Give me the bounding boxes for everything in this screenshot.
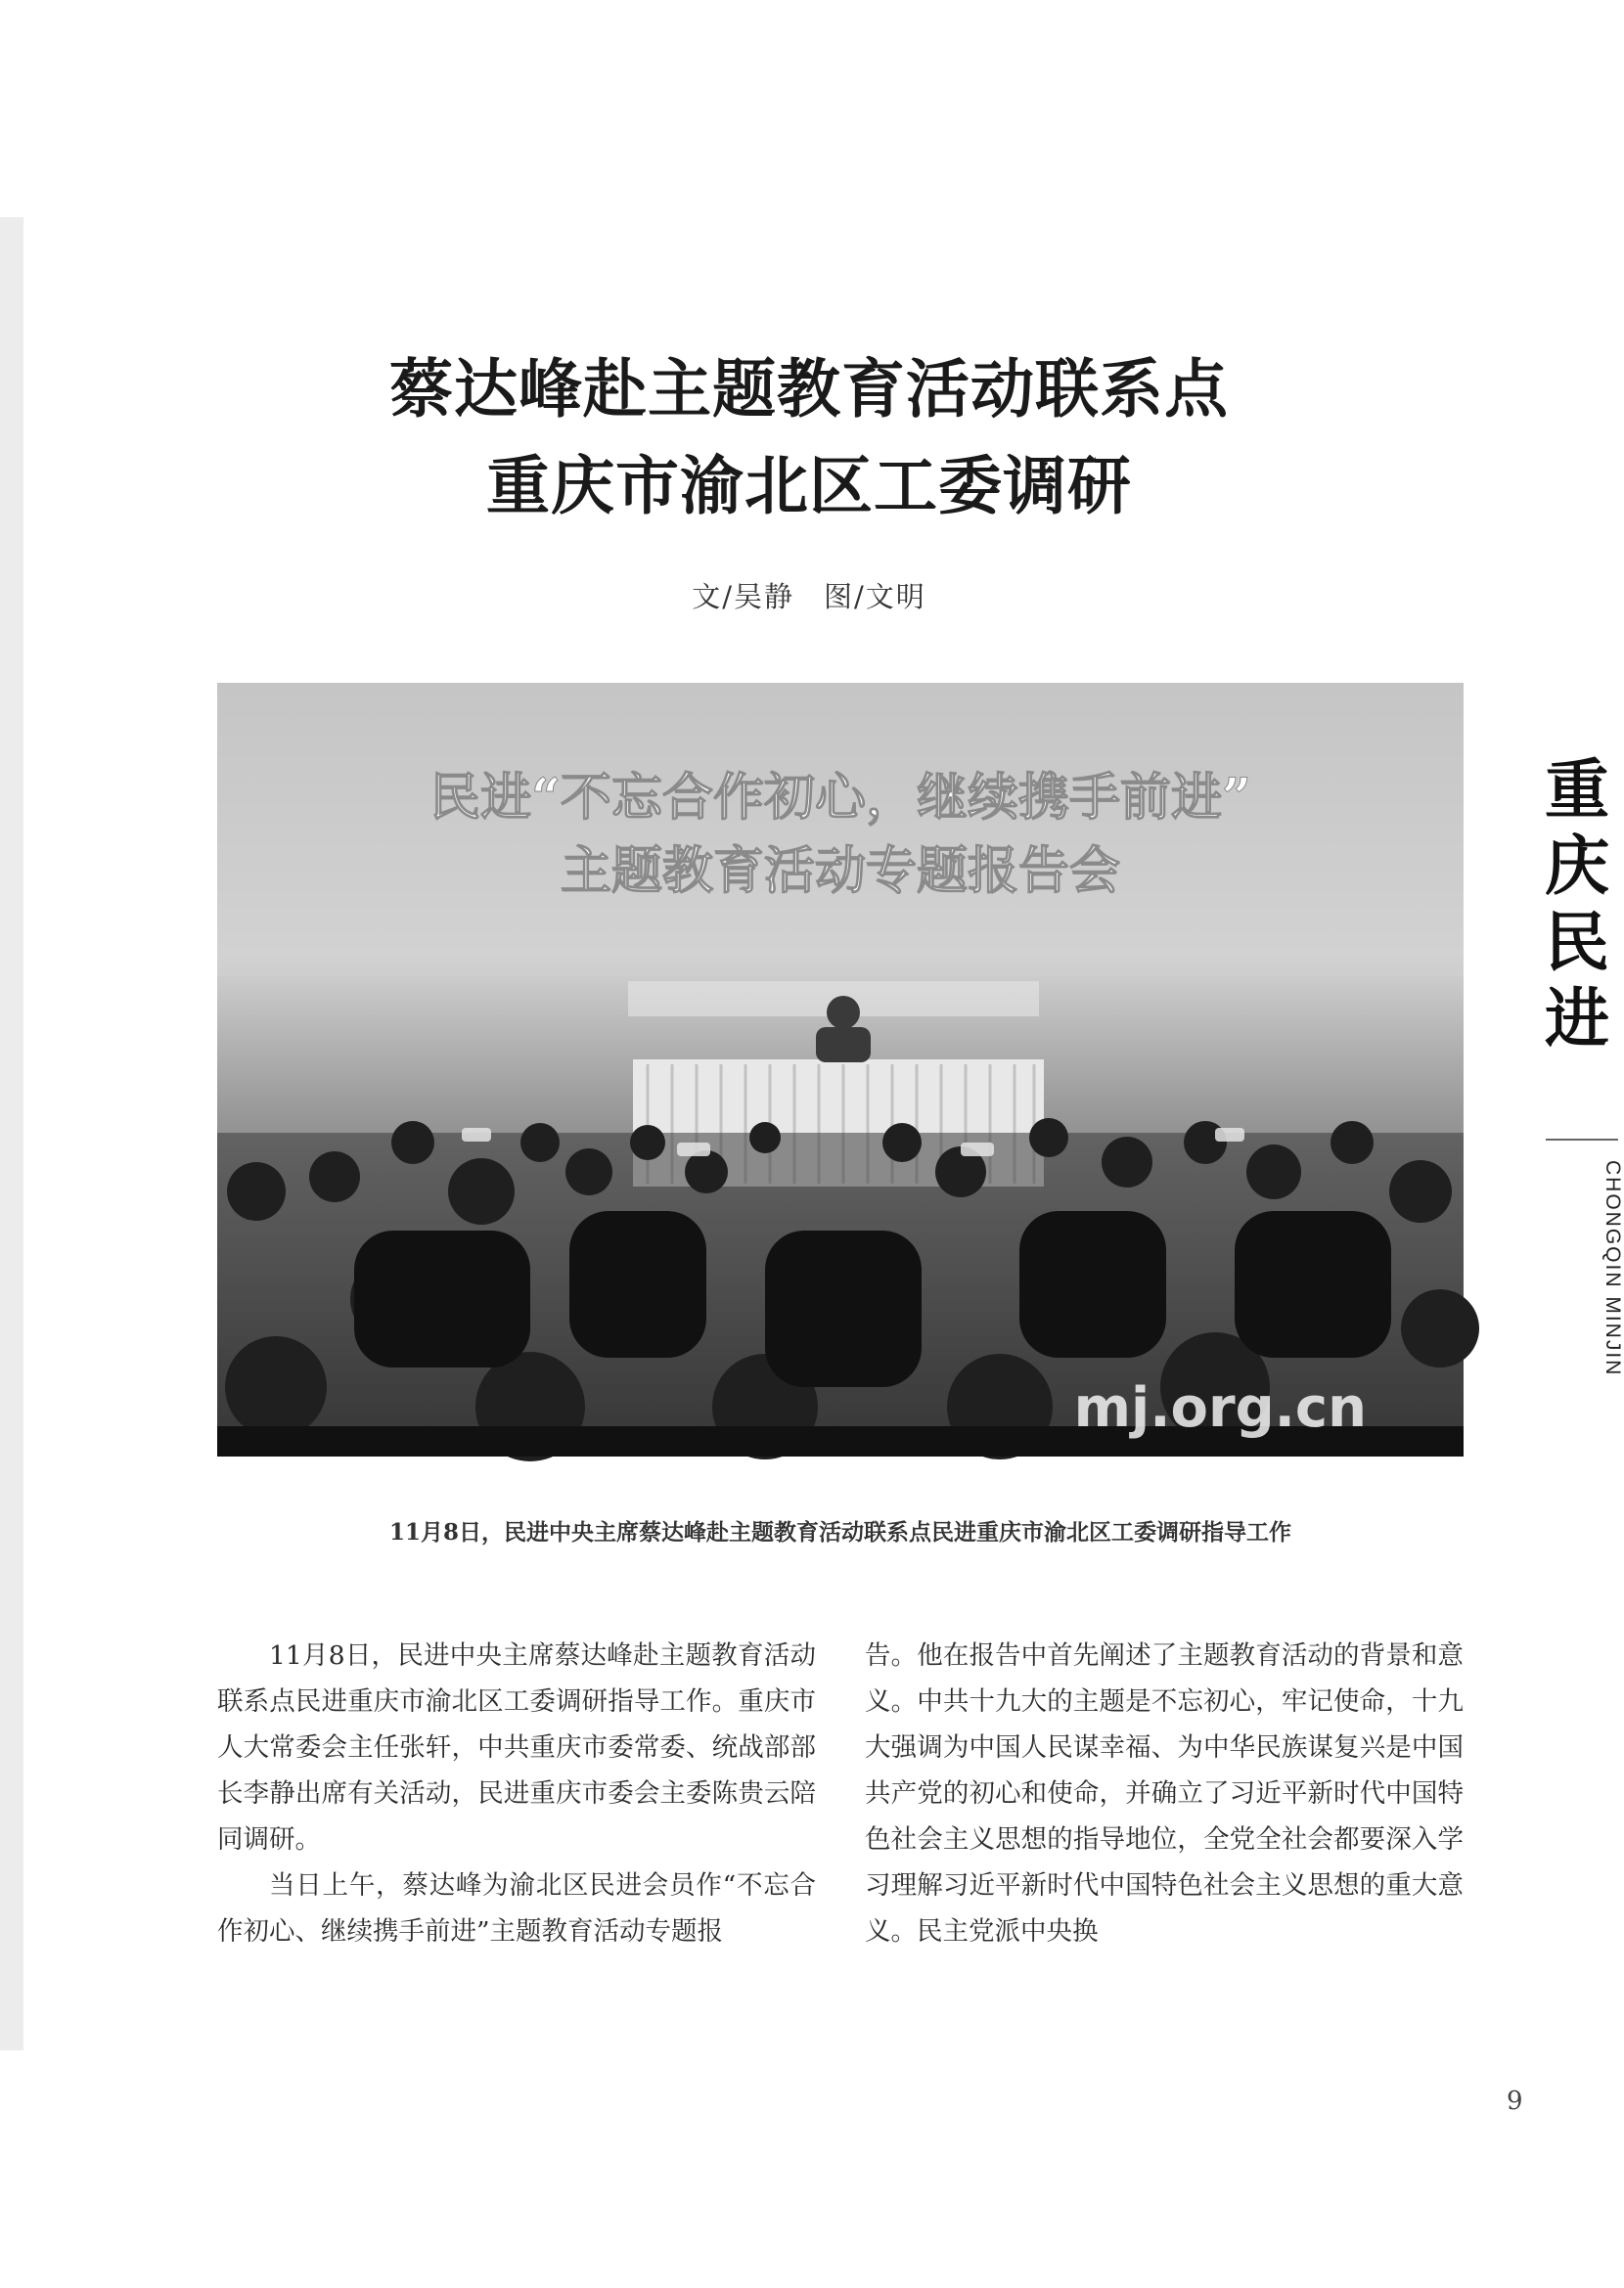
photo-watermark: mj.org.cn xyxy=(1073,1376,1367,1440)
banner-line-1: 民进“不忘合作初心，继续携手前进” xyxy=(429,768,1251,828)
byline-photographer: 图/文明 xyxy=(824,580,926,613)
body-paragraph: 当日上午，蔡达峰为渝北区民进会员作“不忘合作初心、继续携手前进”主题教育活动专题报 xyxy=(217,1870,816,1947)
page-number: 9 xyxy=(1507,2086,1523,2116)
brand-character: 重 xyxy=(1545,751,1609,828)
banner-line-2: 主题教育活动专题报告会 xyxy=(560,841,1121,901)
body-paragraph: 告。他在报告中首先阐述了主题教育活动的背景和意义。中共十九大的主题是不忘初心，牢记使命，十九大强调为中国人民谋幸福、为中华民族谋复兴是中国共产党的初心和使命，并确立了习近平新时代中国特色社会主义思想的指导地位，全党全社会都要深入学习理解习近平新时代中国特色社会主义思想的重大意义。民主党派中央换 xyxy=(865,1640,1464,1947)
photo-caption: 11月8日，民进中央主席蔡达峰赴主题教育活动联系点民进重庆市渝北区工委调研指导工作 xyxy=(388,1519,1291,1546)
brand-character: 民 xyxy=(1545,904,1609,980)
article-photo xyxy=(217,683,1464,1457)
brand-rule xyxy=(1546,1139,1618,1141)
article-title-line-2: 重庆市渝北区工委调研 xyxy=(485,450,1132,523)
brand-character: 进 xyxy=(1545,980,1609,1056)
body-column-right xyxy=(865,1633,1464,1954)
magazine-brand xyxy=(1536,751,1624,1377)
body-paragraph: 11月8日，民进中央主席蔡达峰赴主题教育活动联系点民进重庆市渝北区工委调研指导工作。重庆市人大常委会主任张轩，中共重庆市委常委、统战部部长李静出席有关活动，民进重庆市委会主委陈贵云陪同调研。 xyxy=(217,1640,816,1855)
brand-latin-name: CHONGQIN MINJIN xyxy=(1601,1160,1624,1377)
body-column-left xyxy=(217,1633,816,1954)
byline xyxy=(0,575,1618,615)
article-title-line-1: 蔡达峰赴主题教育活动联系点 xyxy=(388,353,1229,426)
brand-character: 庆 xyxy=(1545,828,1609,904)
byline-author: 文/吴静 xyxy=(692,580,794,613)
